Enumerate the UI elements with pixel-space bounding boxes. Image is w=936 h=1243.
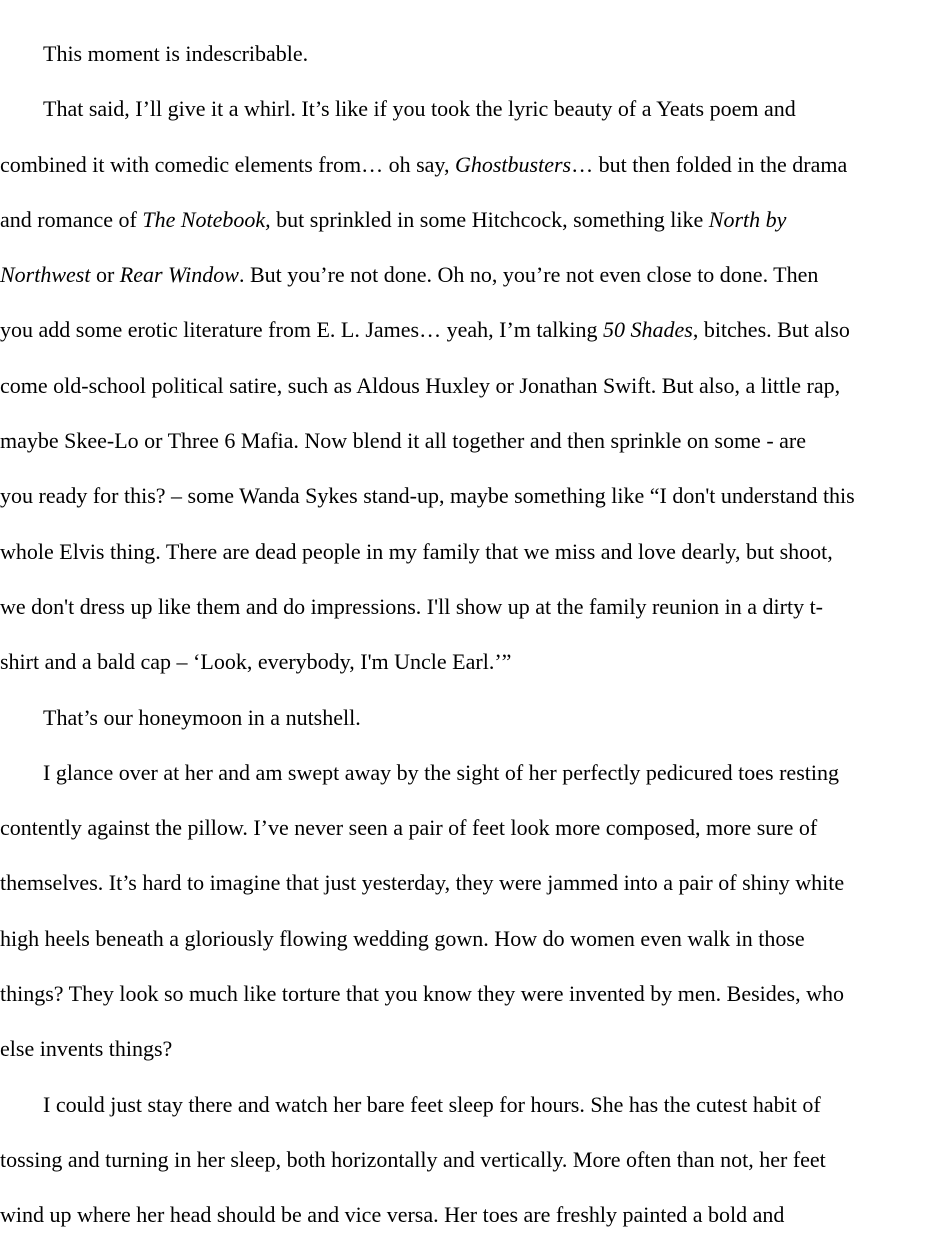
text-segment: This moment is indescribable. bbox=[43, 41, 309, 66]
text-line bbox=[0, 81, 936, 136]
italic-title-text: North by bbox=[708, 206, 787, 232]
text-segment: or bbox=[90, 262, 120, 288]
text-line bbox=[0, 634, 936, 689]
text-segment: I glance over at her and am swept away by the sight of her perfectly pedicured toes resting bbox=[43, 759, 839, 785]
text-segment: themselves. It’s hard to imagine that just yesterday, they were jammed into a pair of shiny white bbox=[0, 870, 845, 896]
text-line bbox=[0, 911, 936, 966]
text-line bbox=[0, 137, 936, 192]
text-segment: high heels beneath a gloriously flowing wedding gown. How do women even walk in those bbox=[0, 925, 805, 951]
text-line bbox=[0, 1077, 936, 1132]
text-segment: , bitches. But also bbox=[692, 317, 850, 343]
text-segment: maybe Skee-Lo or Three 6 Mafia. Now blend it all together and then sprinkle on some - are bbox=[0, 428, 807, 454]
text-segment: That’s our honeymoon in a nutshell. bbox=[43, 704, 361, 730]
paragraph bbox=[0, 1077, 936, 1243]
text-segment: shirt and a bald cap – ‘Look, everybody, I'm Uncle Earl.’” bbox=[0, 649, 512, 675]
text-line bbox=[0, 302, 936, 357]
text-segment: contently against the pillow. I’ve never seen a pair of feet look more composed, more sure of bbox=[0, 815, 818, 841]
text-line bbox=[0, 1132, 936, 1187]
paragraph bbox=[0, 81, 936, 689]
text-line bbox=[0, 745, 936, 800]
text-segment: wind up where her head should be and vice versa. Her toes are freshly painted a bold and bbox=[0, 1202, 785, 1228]
italic-title-text: 50 Shades bbox=[602, 317, 693, 343]
text-segment: and romance of bbox=[0, 206, 143, 232]
paragraph bbox=[0, 745, 936, 1077]
text-line bbox=[0, 468, 936, 523]
text-segment: That said, I’ll give it a whirl. It’s like if you took the lyric beauty of a Yeats poem and bbox=[43, 96, 796, 122]
italic-title-text: Rear Window bbox=[119, 262, 239, 288]
text-segment: things? They look so much like torture that you know they were invented by men. Besides, who bbox=[0, 981, 844, 1007]
text-segment: … but then folded in the drama bbox=[571, 151, 848, 177]
text-segment: I could just stay there and watch her bare feet sleep for hours. She has the cutest habit of bbox=[43, 1091, 821, 1117]
paragraph bbox=[0, 26, 936, 81]
text-segment: . But you’re not done. Oh no, you’re not even close to done. Then bbox=[238, 262, 819, 288]
text-segment: combined it with comedic elements from… oh say, bbox=[0, 151, 455, 177]
text-line bbox=[0, 966, 936, 1021]
text-segment: you ready for this? – some Wanda Sykes stand-up, maybe something like “I don't understand this bbox=[0, 483, 855, 509]
italic-title-text: Ghostbusters bbox=[454, 151, 572, 177]
text-line bbox=[0, 26, 936, 81]
text-segment: you add some erotic literature from E. L. James… yeah, I’m talking bbox=[0, 317, 603, 343]
text-segment: but sprinkled in some Hitchcock, something like bbox=[270, 206, 709, 232]
text-line bbox=[0, 192, 936, 247]
italic-title-text: Northwest bbox=[0, 262, 91, 288]
paragraph bbox=[0, 690, 936, 745]
text-line bbox=[0, 800, 936, 855]
text-segment: whole Elvis thing. There are dead people in my family that we miss and love dearly, but shoot, bbox=[0, 538, 833, 564]
text-segment: tossing and turning in her sleep, both horizontally and vertically. More often than not, her feet bbox=[0, 1146, 826, 1172]
italic-title-text: The Notebook, bbox=[142, 206, 271, 232]
text-segment: come old-school political satire, such as Aldous Huxley or Jonathan Swift. But also, a little rap, bbox=[0, 372, 841, 398]
text-segment: else invents things? bbox=[0, 1036, 173, 1062]
text-line bbox=[0, 690, 936, 745]
text-segment: we don't dress up like them and do impressions. I'll show up at the family reunion in a dirty t- bbox=[0, 593, 824, 619]
text-line bbox=[0, 358, 936, 413]
text-line bbox=[0, 1187, 936, 1242]
text-line bbox=[0, 855, 936, 910]
text-line bbox=[0, 247, 936, 302]
text-line bbox=[0, 579, 936, 634]
text-line bbox=[0, 524, 936, 579]
text-line bbox=[0, 1021, 936, 1076]
text-line bbox=[0, 413, 936, 468]
